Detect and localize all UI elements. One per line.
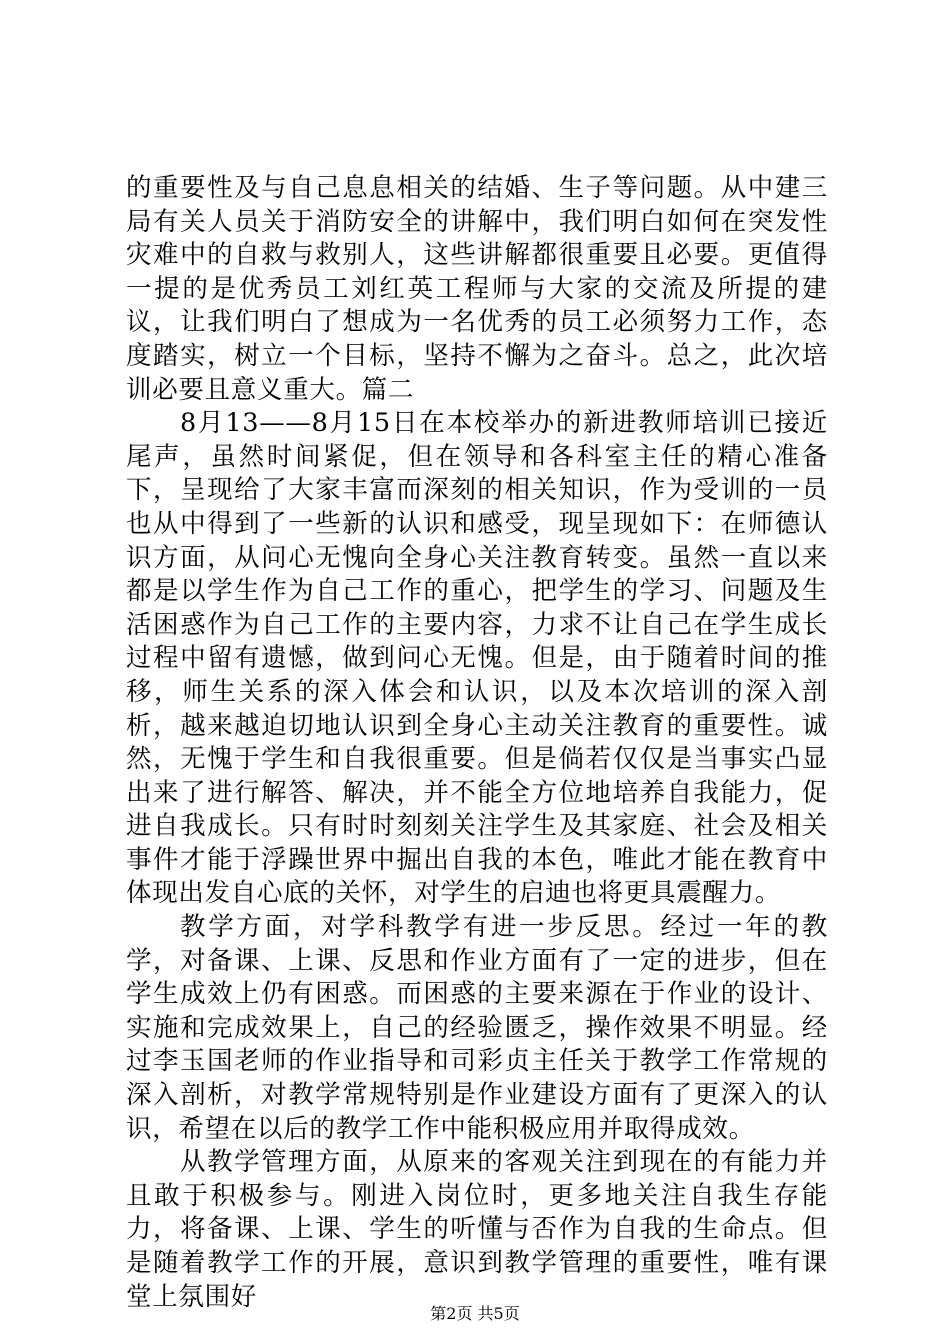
paragraph-2: 8月13——8月15日在本校举办的新进教师培训已接近尾声，虽然时间紧促，但在领导和各科室主任的精心准备下，呈现给了大家丰富而深刻的相关知识，作为受训的一员也从中得到了一些新的认识和感受，现呈现如下：在师德认识方面，从问心无愧向全身心关注教育转变。虽然一直以来都是以学生作为自己工作的重心，把学生的学习、问题及生活困惑作为自己工作的主要内容，力求不让自己在学生成长过程中留有遗憾，做到问心无愧。但是，由于随着时间的推移，师生关系的深入体会和认识，以及本次培训的深入剖析，越来越迫切地认识到全身心主动关注教育的重要性。诚然，无愧于学生和自我很重要。但是倘若仅仅是当事实凸显出来了进行解答、解决，并不能全方位地培养自我能力，促进自我成长。只有时时刻刻关注学生及其家庭、社会及相关事件才能于浮躁世界中掘出自我的本色，唯此才能在教育中体现出发自心底的关怀，对学生的启迪也将更具震醒力。	[126, 408, 828, 909]
page-number-footer: 第2页 共5页	[430, 1304, 520, 1323]
document-body	[126, 172, 828, 1314]
paragraph-1: 的重要性及与自己息息相关的结婚、生子等问题。从中建三局有关人员关于消防安全的讲解中，我们明白如何在突发性灾难中的自救与救别人，这些讲解都很重要且必要。更值得一提的是优秀员工刘红英工程师与大家的交流及所提的建议，让我们明白了想成为一名优秀的员工必须努力工作，态度踏实，树立一个目标，坚持不懈为之奋斗。总之，此次培训必要且意义重大。篇二	[126, 173, 828, 405]
paragraph-4: 从教学管理方面，从原来的客观关注到现在的有能力并且敢于积极参与。刚进入岗位时，更多地关注自我生存能力，将备课、上课、学生的听懂与否作为自我的生命点。但是随着教学工作的开展，意识到教学管理的重要性，唯有课堂上氛围好	[126, 1147, 828, 1312]
paragraph-3: 教学方面，对学科教学有进一步反思。经过一年的教学，对备课、上课、反思和作业方面有了一定的进步，但在学生成效上仍有困惑。而困惑的主要来源在于作业的设计、实施和完成效果上，自己的经验匮乏，操作效果不明显。经过李玉国老师的作业指导和司彩贞主任关于教学工作常规的深入剖析，对教学常规特别是作业建设方面有了更深入的认识，希望在以后的教学工作中能积极应用并取得成效。	[126, 912, 828, 1144]
